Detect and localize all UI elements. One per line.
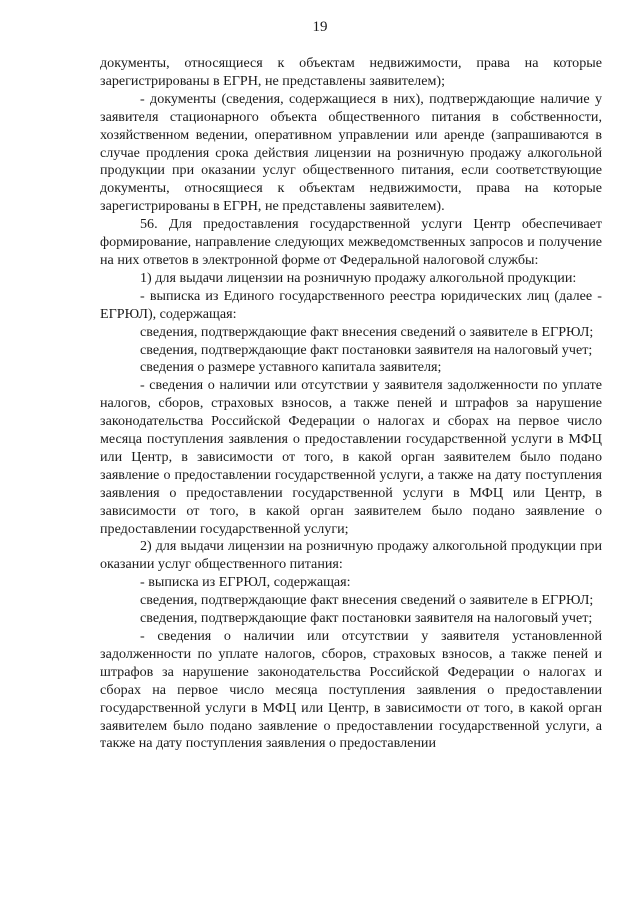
paragraph: сведения, подтверждающие факт постановки заявителя на налоговый учет; xyxy=(140,341,593,358)
page-number: 19 xyxy=(312,19,328,35)
paragraph: 56. Для предоставления государственной услуги Центр обеспечивает формирование, направление следующих межведомственных запросов и получение на них ответов в электронной форме от Федеральной налоговой службы: xyxy=(100,216,602,268)
document-body xyxy=(100,55,602,753)
paragraph: сведения, подтверждающие факт внесения сведений о заявителе в ЕГРЮЛ; xyxy=(140,323,594,340)
paragraph: - сведения о наличии или отсутствии у заявителя установленной задолженности по уплате налогов, сборов, страховых взносов, а также пеней и штрафов за нарушение законодательства Российской Федерации о налогах и сборах на первое число месяца поступления заявления о предоставлении государственной услуги в МФЦ или Центр, в зависимости от того, в какой орган заявителем было подано заявление о предоставлении государственной услуги, а также на дату поступления заявления о предоставлении xyxy=(100,628,602,752)
paragraph: - документы (сведения, содержащиеся в них), подтверждающие наличие у заявителя стационарного объекта общественного питания в собственности, хозяйственном ведении, оперативном управлении или аренде (запрашиваются в случае продления срока действия лицензии на розничную продажу алкогольной продукции при оказании услуг общественного питания, если соответствующие документы, относящиеся к объектам недвижимости, права на которые зарегистрированы в ЕГРН, не представлены заявителем). xyxy=(100,90,602,215)
paragraph: - выписка из ЕГРЮЛ, содержащая: xyxy=(140,574,351,591)
paragraph: - сведения о наличии или отсутствии у заявителя задолженности по уплате налогов, сборов, страховых взносов, а также пеней и штрафов за нарушение законодательства Российской Федерации о налогах и сборах на первое число месяца поступления заявления о предоставлении государственной услуги в МФЦ или Центр, в зависимости от того, в какой орган заявителем было подано заявление о предоставлении государственной услуги, а также на дату поступления заявления о предоставлении государственной услуги в МФЦ или Центр, в зависимости от того, в какой орган заявителем было подано заявление о предоставлении государственной услуги; xyxy=(100,377,602,537)
paragraph: сведения, подтверждающие факт постановки заявителя на налоговый учет; xyxy=(140,610,593,627)
paragraph: сведения, подтверждающие факт внесения сведений о заявителе в ЕГРЮЛ; xyxy=(140,592,594,609)
paragraph: сведения о размере уставного капитала заявителя; xyxy=(140,359,442,376)
paragraph: документы, относящиеся к объектам недвижимости, права на которые зарегистрированы в ЕГРН, не представлены заявителем); xyxy=(100,55,602,89)
paragraph: 1) для выдачи лицензии на розничную продажу алкогольной продукции: xyxy=(140,269,577,286)
paragraph: 2) для выдачи лицензии на розничную продажу алкогольной продукции при оказании услуг общественного питания: xyxy=(100,538,602,573)
paragraph: - выписка из Единого государственного реестра юридических лиц (далее - ЕГРЮЛ), содержащая: xyxy=(100,287,602,322)
